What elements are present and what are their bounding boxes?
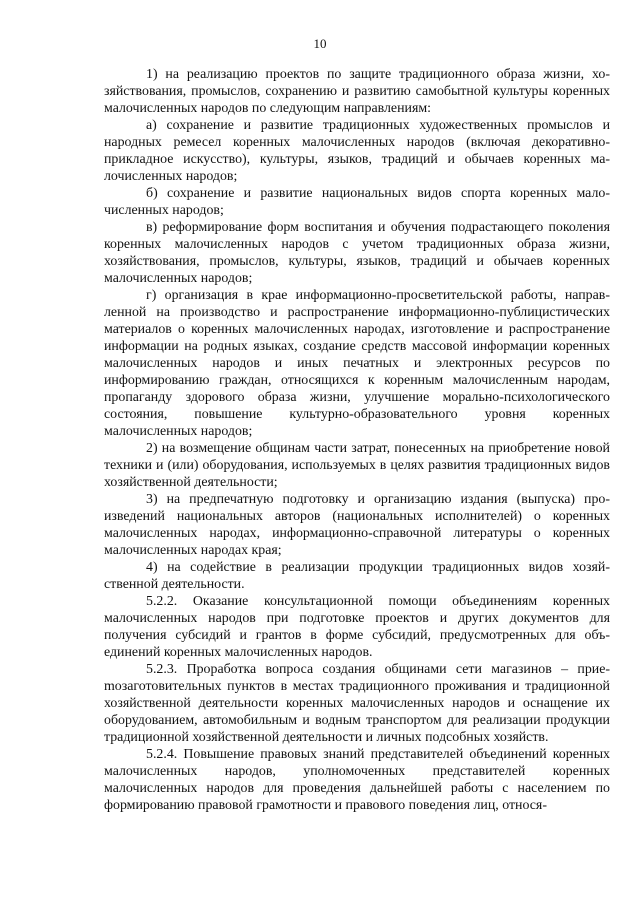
paragraph-1: 1) на реализацию проектов по защите традиционного образа жизни, хозяйствования, промыслов, сохранению и развитию самобытной культуры коренных малочисленных народов по следующим направлениям:: [104, 67, 610, 116]
page-number: 10: [313, 36, 327, 51]
paragraph-1v: в) реформирование форм воспитания и обучения подрастающего поколения коренных малочисленных народов с учетом традиционных образа жизни, хозяйствования, промыслов, культуры, языков, традиций и обычаев коренных малочисленных народов;: [104, 220, 610, 286]
body-text: [104, 66, 610, 814]
paragraph-5-2-4: 5.2.4. Повышение правовых знаний представителей объединений коренных малочисленных народов, уполномоченных представителей коренных малочисленных народов для проведения дальнейшей работы с населением по формированию правовой грамотности и правового поведения лиц, относя-: [104, 747, 610, 813]
paragraph-4: 4) на содействие в реализации продукции традиционных видов хозяйственной деятельности.: [104, 560, 610, 592]
paragraph-1b: б) сохранение и развитие национальных видов спорта коренных малочисленных народов;: [104, 186, 610, 218]
paragraph-2: 2) на возмещение общинам части затрат, понесенных на приобретение новой техники и (или) оборудования, используемых в целях развития традиционных видов хозяйственной деятельности;: [104, 441, 610, 490]
paragraph-5-2-3: 5.2.3. Проработка вопроса создания общинами сети магазинов – приеmозаготовительных пунктов в местах традиционного проживания и традиционной хозяйственной деятельности коренных малочисленных народов и оснащение их оборудованием, автомобильным и водным транспортом для реализации продукции традиционной хозяйственной деятельности и личных подсобных хозяйств.: [104, 662, 610, 745]
paragraph-5-2-2: 5.2.2. Оказание консультационной помощи объединениям коренных малочисленных народов при подготовке проектов и других документов для получения субсидий и грантов в форме субсидий, предусмотренных для объединений коренных малочисленных народов.: [104, 594, 610, 660]
paragraph-1a: а) сохранение и развитие традиционных художественных промыслов и народных ремесел коренных малочисленных народов (включая декоративно-прикладное искусство), культуры, языков, традиций и обычаев коренных малочисленных народов;: [104, 118, 610, 184]
paragraph-1g: г) организация в крае информационно-просветительской работы, направленной на производство и распространение информационно-публицистических материалов о коренных малочисленных народах, изготовление и распространение информации на родных языках, создание средств массовой информации коренных малочисленных народов и иных печатных и электронных ресурсов по информированию граждан, относящихся к коренным малочисленным народам, пропаганду здорового образа жизни, улучшение морально-психологического состояния, повышение культурно-образовательного уровня коренных малочисленных народов;: [104, 288, 610, 439]
paragraph-3: 3) на предпечатную подготовку и организацию издания (выпуска) произведений национальных авторов (национальных исполнителей) о коренных малочисленных народах, информационно-справочной литературы о коренных малочисленных народах края;: [104, 492, 610, 558]
